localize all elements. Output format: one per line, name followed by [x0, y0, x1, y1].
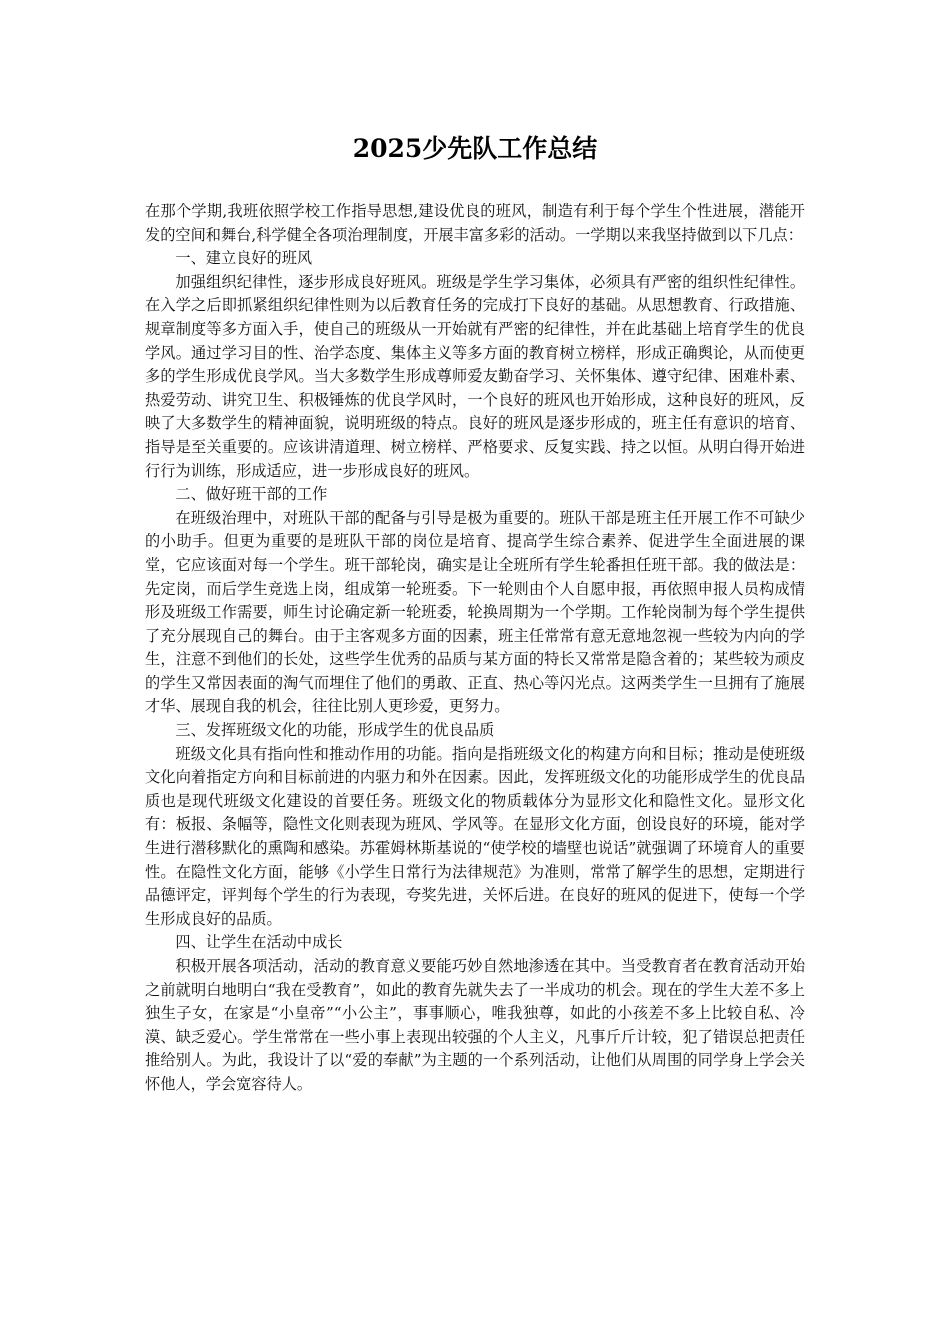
section-heading: 一、建立良好的班风: [175, 249, 313, 268]
body-paragraph: 加强组织纪律性，逐步形成良好班风。班级是学生学习集体，必须具有严密的组织性纪律性。在入学之后即抓紧组织纪律性则为以后教育任务的完成打下良好的基础。从思想教育、行政措施、规章制度等多方面入手，使自己的班级从一开始就有严密的纪律性，并在此基础上培育学生的优良学风。通过学习目的性、治学态度、集体主义等多方面的教育树立榜样，形成正确舆论，从而使更多的学生形成优良学风。当大多数学生形成尊师爱友勤奋学习、关怀集体、遵守纪律、困难朴素、热爱劳动、讲究卫生、积极锤炼的优良学风时，一个良好的班风也开始形成，这种良好的班风，反映了大多数学生的精神面貌，说明班级的特点。良好的班风是逐步形成的，班主任有意识的培育、指导是至关重要的。应该讲清道理、树立榜样、严格要求、反复实践、持之以恒。从明白得开始进行行为训练，形成适应，进一步形成良好的班风。: [145, 272, 805, 480]
body-paragraph: 在班级治理中，对班队干部的配备与引导是极为重要的。班队干部是班主任开展工作不可缺少的小助手。但更为重要的是班队干部的岗位是培育、提高学生综合素养、促进学生全面进展的课堂，它应该面对每一个学生。班干部轮岗，确实是让全班所有学生轮番担任班干部。我的做法是：先定岗，而后学生竞选上岗，组成第一轮班委。下一轮则由个人自愿申报，再依照申报人员构成情形及班级工作需要，师生讨论确定新一轮班委，轮换周期为一个学期。工作轮岗制为每个学生提供了充分展现自己的舞台。由于主客观多方面的因素，班主任常常有意无意地忽视一些较为内向的学生，注意不到他们的长处，这些学生优秀的品质与某方面的特长又常常是隐含着的；某些较为顽皮的学生又常因表面的淘气而埋住了他们的勇敢、正直、热心等闪光点。这两类学生一旦拥有了施展才华、展现自我的机会，往往比别人更珍爱，更努力。: [145, 508, 805, 716]
intro-paragraph: 在那个学期,我班依照学校工作指导思想,建设优良的班风，制造有利于每个学生个性进展，潜能开发的空间和舞台,科学健全各项治理制度，开展丰富多彩的活动。一学期以来我坚持做到以下几点：: [145, 202, 805, 244]
section-heading: 二、做好班干部的工作: [175, 485, 328, 504]
section-heading: 三、发挥班级文化的功能，形成学生的优良品质: [175, 721, 495, 740]
document-title: 2025少先队工作总结: [352, 134, 598, 163]
document-body: [145, 200, 805, 1097]
section-heading: 四、让学生在活动中成长: [175, 933, 343, 952]
body-paragraph: 班级文化具有指向性和推动作用的功能。指向是指班级文化的构建方向和目标；推动是使班级文化向着指定方向和目标前进的内驱力和外在因素。因此，发挥班级文化的功能形成学生的优良品质也是现代班级文化建设的首要任务。班级文化的物质载体分为显形文化和隐性文化。显形文化有：板报、条幅等，隐性文化则表现为班风、学风等。在显形文化方面，创设良好的环境，能对学生进行潜移默化的熏陶和感染。苏霍姆林斯基说的“使学校的墙壁也说话”就强调了环境育人的重要性。在隐性文化方面，能够《小学生日常行为法律规范》为准则，常常了解学生的思想，定期进行品德评定，评判每个学生的行为表现，夸奖先进，关怀后进。在良好的班风的促进下，使每一个学生形成良好的品质。: [145, 744, 805, 928]
body-paragraph: 积极开展各项活动，活动的教育意义要能巧妙自然地渗透在其中。当受教育者在教育活动开始之前就明白地明白“我在受教育”，如此的教育先就失去了一半成功的机会。现在的学生大差不多上独生子女，在家是“小皇帝”“小公主”，事事顺心，唯我独尊，如此的小孩差不多上比较自私、冷漠、缺乏爱心。学生常常在一些小事上表现出较强的个人主义，凡事斤斤计较，犯了错误总把责任推给别人。为此，我设计了以“爱的奉献”为主题的一个系列活动，让他们从周围的同学身上学会关怀他人，学会宽容待人。: [145, 957, 805, 1093]
